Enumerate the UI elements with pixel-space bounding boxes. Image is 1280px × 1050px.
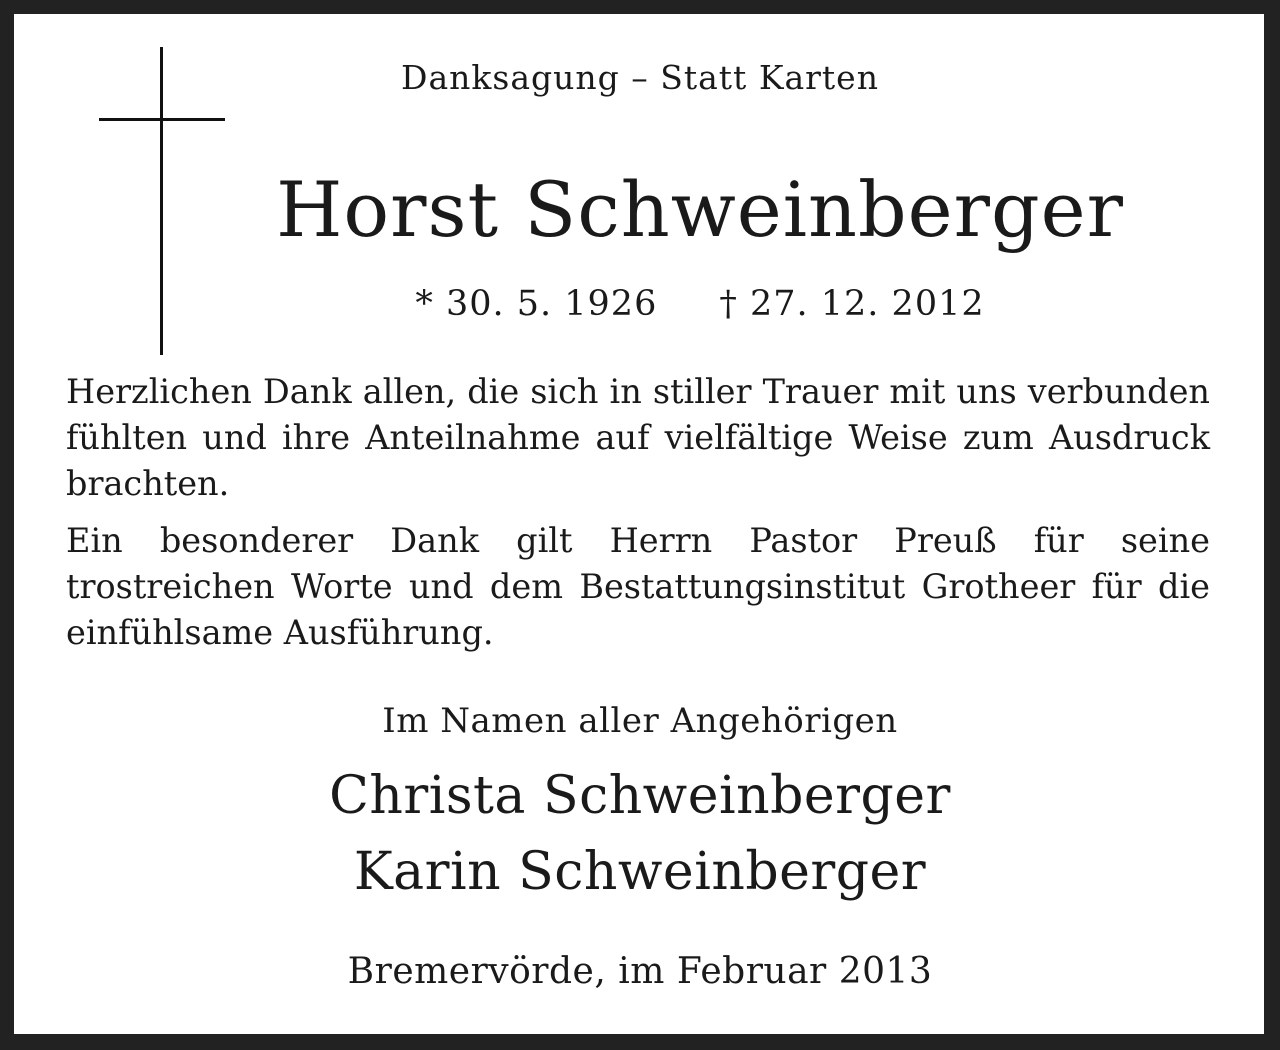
notice-subtitle: Danksagung – Statt Karten [401, 58, 879, 97]
signer-name: Christa Schweinberger [329, 766, 951, 826]
life-dates [60, 284, 1280, 324]
deceased-name: Horst Schweinberger [276, 165, 1124, 254]
death-date: † 27. 12. 2012 [719, 284, 985, 324]
thanks-paragraph: Herzlichen Dank allen, die sich in stiller Trauer mit uns verbunden fühlten und ihre Anteilnahme auf vielfältige Weise zum Ausdruck brachten. [66, 372, 1210, 503]
birth-date: * 30. 5. 1926 [415, 284, 658, 324]
special-thanks-paragraph: Ein besonderer Dank gilt Herrn Pastor Preuß für seine trostreichen Worte und dem Bestattungsinstitut Grotheer für die einfühlsame Ausführung. [66, 521, 1210, 652]
signer-name: Karin Schweinberger [353, 842, 927, 902]
on-behalf-line: Im Namen aller Angehörigen [382, 701, 898, 741]
cross-horizontal-bar [99, 118, 225, 121]
place-and-date: Bremervörde, im Februar 2013 [347, 951, 933, 992]
